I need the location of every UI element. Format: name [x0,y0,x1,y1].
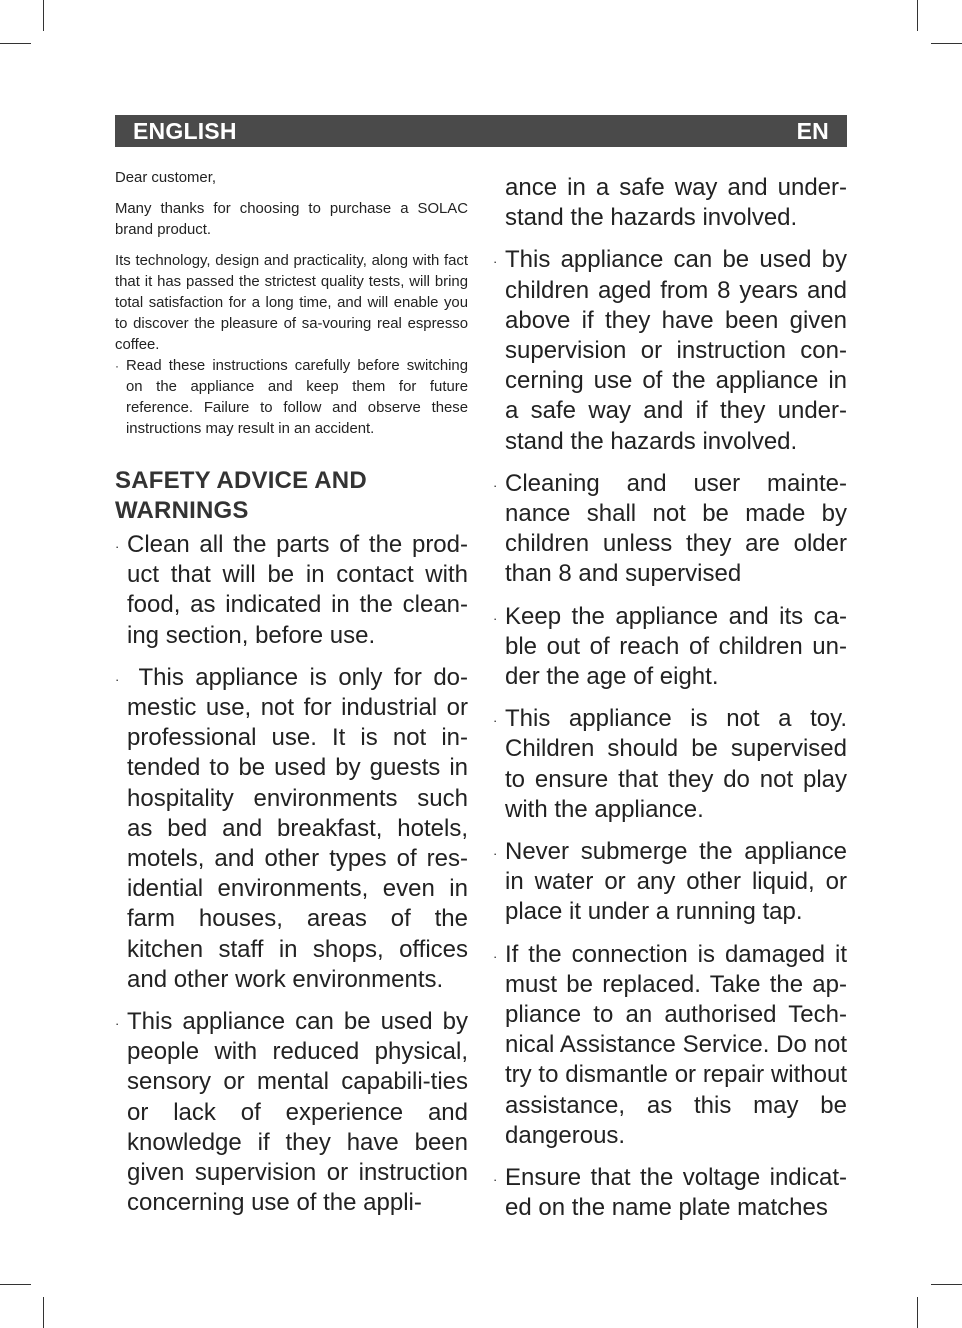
safety-item-text: This appliance can be used by people with reduced physical, sensory or mental capabili-ties or lack of experience and knowledge if they have been given supervision or instruction concerning use of the appli- [127,1008,468,1217]
bullet-dot: · [493,610,498,626]
bullet-dot: · [115,539,120,554]
safety-item [115,663,475,995]
language-header-bar [115,115,847,147]
crop-mark-top-right-h [931,43,962,44]
language-label: ENGLISH [133,117,237,144]
intro-greeting: Dear customer, [115,170,216,186]
safety-item-text: This appliance is not a toy. Children should be supervised to ensure that they do not play with the appliance. [505,705,847,823]
safety-item [493,940,847,1151]
right-column [493,173,847,1236]
bullet-dot: · [493,254,498,270]
safety-item-text: Clean all the parts of the prod-uct that will be in contact with food, as indicated in the clean-ing section, before use. [127,531,468,649]
crop-mark-bottom-left-v [43,1297,44,1328]
bullet-dot: · [493,846,498,862]
bullet-dot: · [493,1172,498,1188]
intro-bullet [115,356,468,440]
left-column [115,168,475,1230]
safety-item-text: This appliance is only for do-mestic use, not for industrial or professional use. It is not in-tended to be used by guests in hospitality environments such as bed and breakfast, hotels, motels, and other types of res-idential environments, even in farm houses, areas of the kitchen staff in shops, offices and other work environments. [127,663,475,993]
safety-item-text: Cleaning and user mainte-nance shall not be made by children unless they are older than 8 and supervised [505,469,847,588]
safety-item-continuation: ance in a safe way and under-stand the hazards involved. [505,174,847,232]
intro-section [115,168,468,440]
section-title: SAFETY ADVICE AND WARNINGS [115,467,367,524]
bullet-dot: · [115,671,120,687]
crop-mark-top-left-h [0,43,31,44]
safety-item-text: Ensure that the voltage indicat-ed on the name plate matches [505,1164,847,1222]
safety-item-text: Keep the appliance and its ca-ble out of reach of children un-der the age of eight. [505,602,847,691]
safety-item [115,530,468,651]
safety-item-text: Never submerge the appliance in water or any other liquid, or place it under a running tap. [505,838,847,926]
intro-read-instructions: Read these instructions carefully before switching on the appliance and keep them for future reference. Failure to follow and observe these instructions may result in an accident. [126,358,468,437]
safety-item [493,1163,847,1223]
intro-thanks: Many thanks for choosing to purchase a SOLAC brand product. [115,201,468,238]
crop-mark-bottom-right-v [917,1297,918,1328]
safety-item [115,1007,468,1218]
crop-mark-bottom-right-h [931,1284,962,1285]
bullet-dot: · [493,477,498,493]
safety-item [493,602,847,693]
crop-mark-bottom-left-h [0,1284,31,1285]
intro-technology: Its technology, design and practicality, along with fact that it has passed the strictest quality tests, will bring total satisfaction for a long time, and will enable you to discover the pleasure of sa-vouring real espresso coffee. [115,253,468,353]
bullet-dot: · [115,1016,120,1032]
language-code: EN [796,117,829,144]
bullet-dot: · [493,713,498,729]
safety-item-text: If the connection is damaged it must be replaced. Take the ap-pliance to an authorised Tech-nical Assistance Service. Do not try to dismantle or repair without assistance, as this may be dangerous. [505,940,847,1149]
bullet-dot: · [493,948,498,964]
bullet-dot: · [115,359,119,373]
safety-item [493,704,847,825]
safety-item [493,245,847,456]
safety-item [493,469,847,590]
safety-item-text: This appliance can be used by children aged from 8 years and above if they have been given supervision or instruction con-cerning use of the appliance in a safe way and if they under-stand the hazards involved. [505,246,847,455]
crop-mark-top-right-v [917,0,918,31]
crop-mark-top-left-v [43,0,44,31]
safety-item [493,837,847,928]
